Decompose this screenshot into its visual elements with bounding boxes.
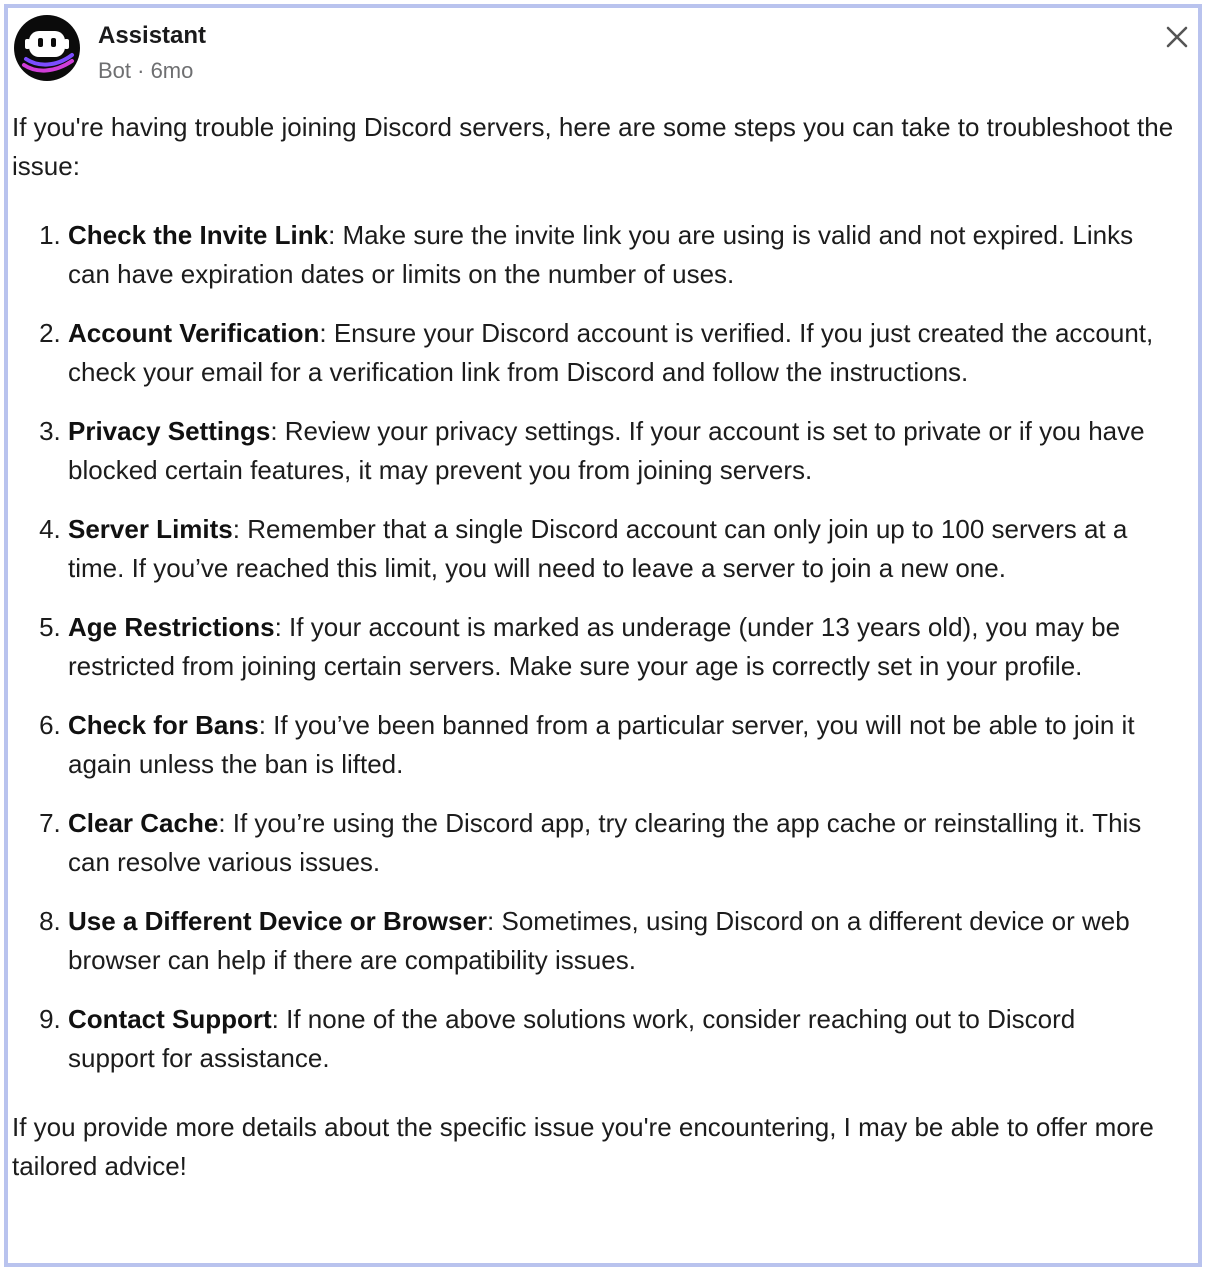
close-icon (1162, 22, 1192, 52)
intro-paragraph: If you're having trouble joining Discord servers, here are some steps you can take to troubleshoot the issue: (12, 112, 1174, 181)
step-text: : Sometimes, using Discord on a different device or web browser can help if there are compatibility issues. (68, 906, 1130, 975)
post-header (12, 12, 1192, 84)
steps-list (12, 216, 1190, 1078)
robot-chat-bubble-icon (14, 15, 80, 81)
step-title: Server Limits (68, 514, 233, 544)
step-title: Age Restrictions (68, 612, 275, 642)
author-name[interactable]: Assistant (98, 22, 207, 49)
list-item (68, 1000, 1190, 1078)
step-title: Clear Cache (68, 808, 219, 838)
list-item (68, 804, 1190, 882)
list-item (68, 412, 1190, 490)
step-text: : If you’ve been banned from a particular server, you will not be able to join it again unless the ban is lifted. (68, 710, 1135, 779)
step-title: Use a Different Device or Browser (68, 906, 488, 936)
post-meta: Bot · 6mo (98, 58, 194, 83)
step-title: Contact Support (68, 1004, 272, 1034)
step-text: : If none of the above solutions work, consider reaching out to Discord support for assistance. (68, 1004, 1076, 1073)
step-title: Account Verification (68, 318, 320, 348)
list-item (68, 314, 1190, 392)
step-text: : If you’re using the Discord app, try clearing the app cache or reinstalling it. This can resolve various issues. (68, 808, 1142, 877)
step-title: Check the Invite Link (68, 220, 329, 250)
step-text: : Remember that a single Discord account can only join up to 100 servers at a time. If you’ve reached this limit, you will need to leave a server to join a new one. (68, 514, 1128, 583)
step-title: Check for Bans (68, 710, 259, 740)
step-text: : Review your privacy settings. If your account is set to private or if you have blocked certain features, it may prevent you from joining servers. (68, 416, 1145, 485)
list-item (68, 902, 1190, 980)
list-item (68, 216, 1190, 294)
message-card (4, 4, 1202, 1267)
list-item (68, 608, 1190, 686)
step-title: Privacy Settings (68, 416, 271, 446)
list-item (68, 706, 1190, 784)
outro-paragraph: If you provide more details about the specific issue you're encountering, I may be able to offer more tailored advice! (12, 1112, 1154, 1181)
step-text: : If your account is marked as underage (under 13 years old), you may be restricted from joining certain servers. Make sure your age is correctly set in your profile. (68, 612, 1121, 681)
message-body (12, 108, 1190, 1186)
list-item (68, 510, 1190, 588)
close-button[interactable] (1162, 22, 1192, 52)
avatar[interactable] (14, 15, 80, 81)
step-text: : Make sure the invite link you are using is valid and not expired. Links can have expiration dates or limits on the number of uses. (68, 220, 1134, 289)
step-text: : Ensure your Discord account is verified. If you just created the account, check your email for a verification link from Discord and follow the instructions. (68, 318, 1154, 387)
